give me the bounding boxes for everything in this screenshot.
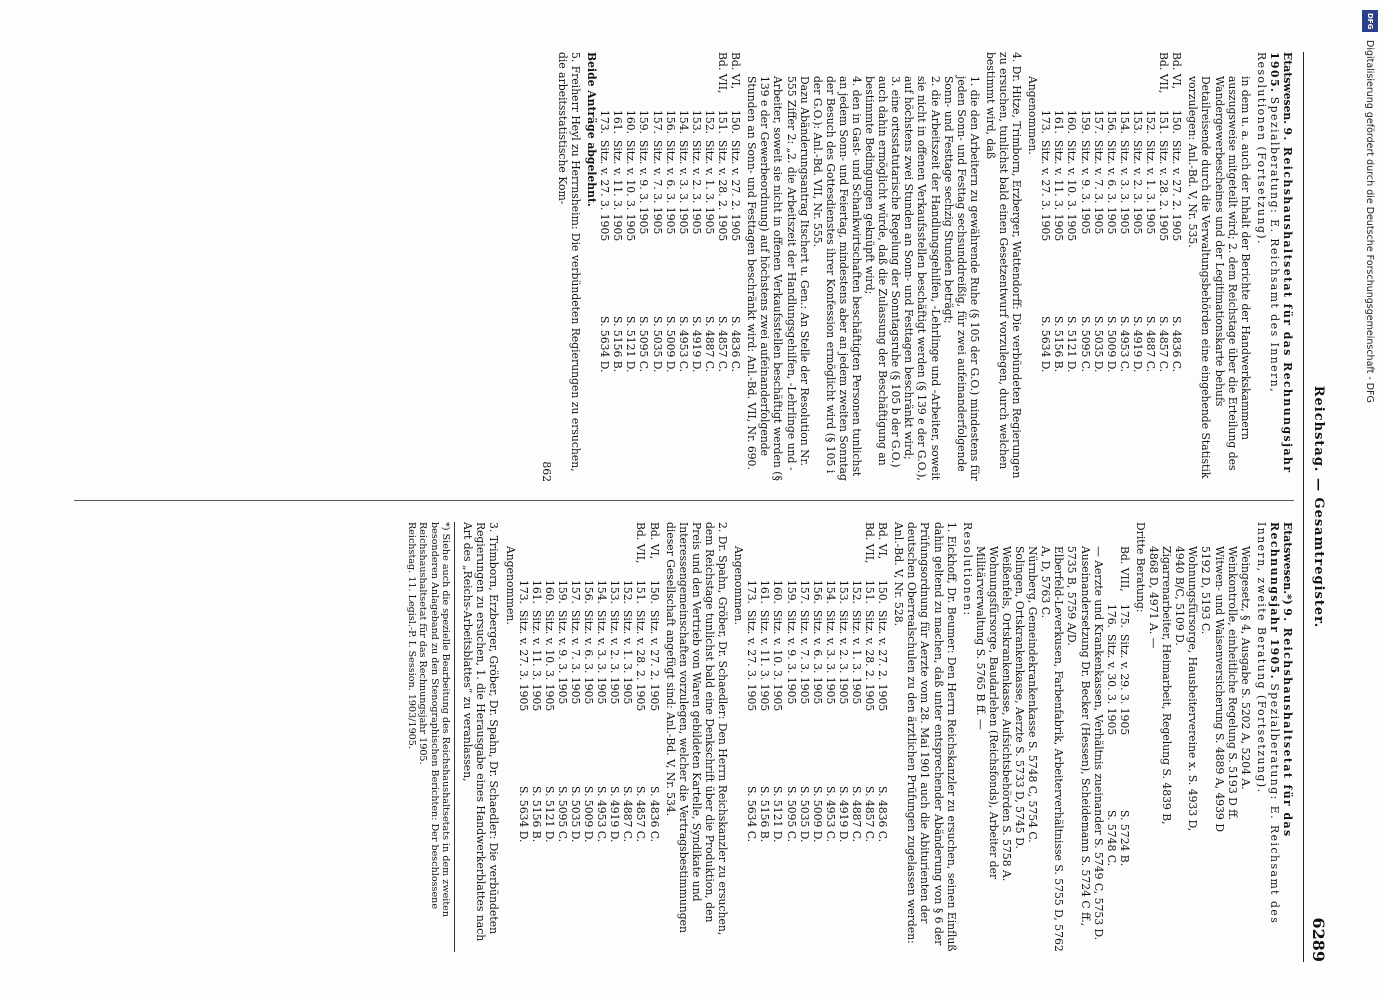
entry-line: 1. die den Arbeitern zu gewährende Ruhe (§ 105 der G.O.) mindestens für jeden Sonn- und Festtag sechsunddreißig, für zwei aufeinanderfolgende Sonn- und Festtage sechzig Stunden beträgt;	[941, 76, 981, 481]
session-number-cell: 152.	[1144, 109, 1158, 134]
session-number-cell: 152.	[702, 109, 716, 134]
volume-cell	[624, 52, 637, 98]
numbered-list	[811, 52, 981, 482]
item-title: 9. Reichshaushaltsetat für das Rechnungsjahr 1905.	[1267, 52, 1294, 474]
entry-line: Witwen- und Waisenversicherung S. 4889 A, 4939 D	[1212, 546, 1226, 833]
volume-cell: Bd. VIII,	[1117, 546, 1131, 592]
session-number-cell: 154.	[1117, 109, 1131, 134]
session-date-cell: Sitz. v. 28. 2. 1905	[1157, 140, 1171, 242]
session-number-cell: 159.	[637, 109, 651, 134]
session-row	[1039, 52, 1052, 482]
session-number-cell: 150.	[1170, 109, 1184, 134]
page-ref-cell: S. 5156 B.	[529, 786, 543, 843]
session-date-cell: Sitz. v. 9. 3. 1905	[1078, 140, 1092, 235]
page-ref-cell: S. 4919 D.	[689, 316, 703, 373]
continued-text: in dem u. a. auch der Inhalt der Berichte der Handwerkskammern auszugsweise mitgeteilt wird; 2. dem Reichstage über die Erteilung des Wandergewerbescheines und der Legitimationskarte behufs Detailreisende durch die Verwaltungsbehörden eine eingehende Statistik vorzulegen: Anl.-Bd. V, Nr. 535.	[1186, 76, 1252, 479]
volume-cell	[837, 522, 850, 568]
entry-line: Wohnungsfürsorge, Hausbeitervereine x. S. 4933 D,	[1186, 546, 1200, 832]
session-number-cell: 150.	[729, 109, 743, 134]
volume-cell	[543, 522, 556, 568]
session-date-cell: Sitz. v. 1. 3. 1905	[1144, 140, 1158, 235]
page-ref-cell: S. 4836 C.	[729, 316, 743, 373]
footnote-text: *) Siehe auch die spezielle Bearbeitung des Reichshaushaltsetats in dem zweiten besonderen Anlageband zu den Stenographischen Berichten: Der beschlossene Reichshaushaltsetat für das Rechnungsjahr 1905.	[417, 522, 452, 918]
session-date-cell: Sitz. v. 27. 3. 1905	[598, 140, 612, 242]
entry-line: 4868 D, 4971 A. —	[1147, 546, 1161, 649]
session-row	[677, 52, 690, 482]
page-ref-cell: S. 5035 D.	[797, 786, 811, 843]
session-row	[1131, 52, 1144, 482]
page-ref-cell: S. 5095 C.	[784, 786, 798, 843]
entry-line: Wohnungsfürsorge, Baudarlehen (Reichsfonds), Arbeiter der Militärverwaltung S. 5765 B ff. —	[973, 546, 1000, 880]
session-number-cell: 157.	[569, 579, 583, 604]
page-ref-cell: S. 5634 D.	[1039, 316, 1053, 373]
session-row	[863, 522, 876, 952]
session-number-cell: 160.	[542, 579, 556, 604]
session-row	[784, 522, 797, 952]
session-number-cell: 153.	[836, 579, 850, 604]
page-number: 6289	[1309, 917, 1328, 962]
session-date-cell: Sitz. v. 27. 2. 1905	[647, 610, 661, 712]
catchword: 862	[539, 461, 553, 482]
page-ref-cell: S. 5156 B.	[611, 316, 625, 373]
session-number-cell: 153.	[608, 579, 622, 604]
volume-cell	[690, 52, 703, 98]
session-number-cell: 156.	[663, 109, 677, 134]
volume-cell	[758, 522, 771, 568]
session-number-cell: 160.	[624, 109, 638, 134]
entry-line: Weingesetz, § 4, Ausgabe S. 5202 A, 5204 A.	[1238, 546, 1252, 790]
session-date-cell: Sitz. v. 7. 3. 1905	[569, 610, 583, 705]
page-ref-cell: S. 4836 C.	[647, 786, 661, 843]
page-ref-cell: S. 4836 C.	[1170, 316, 1184, 373]
rotated-print	[30, 52, 1330, 962]
session-date-cell: Sitz. v. 28. 2. 1905	[716, 140, 730, 242]
session-number-cell: 153.	[1130, 109, 1144, 134]
volume-cell	[824, 522, 837, 568]
volume-cell: Bd. VII,	[1157, 52, 1171, 94]
session-row	[543, 522, 556, 952]
dritte-label: Dritte Beratung:	[1133, 522, 1147, 613]
entry-line: — Aerzte und Krankenkassen, Verhältnis zueinander S. 5749 C, 5753 D.	[1091, 546, 1105, 941]
page-ref-cell: S. 4857 C.	[716, 316, 730, 373]
resolutions-label: Resolutionen:	[960, 522, 974, 617]
subject-list	[1147, 522, 1252, 952]
session-row	[876, 522, 889, 952]
page-ref-cell: S. 4887 C.	[1144, 316, 1158, 373]
volume-cell	[1065, 52, 1078, 98]
session-date-cell: Sitz. v. 27. 3. 1905	[1039, 140, 1053, 242]
session-row	[1052, 52, 1065, 482]
session-row	[824, 522, 837, 952]
page-ref-cell: S. 5724 B.	[1117, 810, 1131, 867]
page-ref-cell: S. 5121 D.	[542, 786, 556, 843]
session-date-cell: Sitz. v. 2. 3. 1905	[1130, 140, 1144, 235]
session-row	[1170, 52, 1183, 482]
session-date-cell: Sitz. v. 3. 3. 1905	[823, 610, 837, 705]
resolution-5: 5. Freiherr Heyl zu Herrnsheim: Die verbündeten Regierungen zu ersuchen, die arbeitsstatistische Kom-	[555, 52, 583, 472]
status-accepted: Angenommen.	[503, 546, 517, 625]
session-row	[598, 52, 611, 482]
resolution-3: 3. Trimborn, Erzberger, Gröber, Dr. Spahn, Dr. Schaedler: Die verbündeten Regierungen zu ersuchen, 1. die Herausgabe eines Handwerkerblattes nach Art des „Reichs-Arbeitsblattes“ zu veranlassen,	[461, 522, 501, 942]
page-ref-cell: S. 4953 C.	[676, 316, 690, 373]
volume-cell: Bd. VI,	[647, 522, 661, 560]
entry-line: Auseinandersetzung Dr. Becker (Hessen), Scheidemann S. 5724 C ff., 5735 B, 5759 A/D.	[1065, 546, 1092, 927]
volume-cell	[1105, 52, 1118, 98]
session-date-cell: Sitz. v. 27. 3. 1905	[745, 610, 759, 712]
resolution-1: 1. Eickhoff, Dr. Beumer: Den Herrn Reichskanzler zu ersuchen, seinen Einfluß dahin geltend zu machen, daß unter entsprechender Abänderung von § 6 der Prüfungsordnung für Aerzte vom 28. Mai 1901 auch die Abiturienten der deutschen Oberrealschulen zu den ärztlichen Prüfungen zugelassen werden: Anl.-Bd. V, Nr. 528.	[892, 522, 958, 952]
session-number-cell: 161.	[1052, 109, 1066, 134]
session-row	[837, 522, 850, 952]
page-ref-cell: S. 5035 D.	[1091, 316, 1105, 373]
volume-cell: Bd. VI,	[1170, 52, 1184, 90]
volume-cell	[621, 522, 634, 568]
page-ref-cell: S. 5156 B.	[1052, 316, 1066, 373]
volume-cell	[677, 52, 690, 98]
volume-cell: Bd. VII,	[863, 522, 877, 564]
page-ref-cell: S. 5009 D.	[810, 786, 824, 843]
page-ref-cell: S. 5009 D.	[1104, 316, 1118, 373]
item-title: 9. Reichshaushaltsetat für das Rechnungsjahr 1905.	[1267, 522, 1294, 838]
page-ref-cell: S. 4919 D.	[1130, 316, 1144, 373]
page-ref-cell: S. 5121 D.	[771, 786, 785, 843]
page-ref-cell: S. 4919 D.	[608, 786, 622, 843]
session-number-cell: 173.	[1039, 109, 1053, 134]
volume-cell	[598, 52, 611, 98]
column-divider	[74, 500, 1294, 501]
volume-cell	[1118, 52, 1131, 98]
session-row	[608, 522, 621, 952]
session-number-cell: 152.	[621, 579, 635, 604]
volume-cell	[1052, 52, 1065, 98]
session-date-cell: Sitz. v. 2. 3. 1905	[836, 610, 850, 705]
status-rejected: Beide Anträge abgelehnt.	[585, 52, 599, 207]
session-number-cell: 160.	[1065, 109, 1079, 134]
session-row	[651, 52, 664, 482]
page-ref-cell: S. 4857 C.	[634, 786, 648, 843]
session-number-cell: 151.	[634, 579, 648, 604]
session-date-cell: Sitz. v. 27. 2. 1905	[1170, 140, 1184, 242]
session-table	[745, 522, 889, 952]
session-row	[771, 522, 784, 952]
resolution-2: 2. Dr. Spahn, Gröber, Dr. Schaedler: Den Herrn Reichskanzler zu ersuchen, dem Reichstage tunlichst bald eine Denkschrift über die Produktion, den Preis und den Vertrieb von Waren gebildeten Kartelle, Syndikate und Interessengemeinschaften vorzulegen, welcher die Vertragsbestimmungen dieser Gesellschaft angefügt sind: Anl.-Bd. V, Nr. 534.	[663, 522, 730, 936]
session-row	[729, 52, 742, 482]
column-right	[64, 52, 1294, 482]
session-number-cell: 151.	[716, 109, 730, 134]
session-date-cell: Sitz. v. 27. 2. 1905	[729, 140, 743, 242]
session-row	[811, 522, 824, 952]
session-table	[1105, 522, 1131, 952]
session-date-cell: Sitz. v. 2. 3. 1905	[608, 610, 622, 705]
session-number-cell: 150.	[876, 579, 890, 604]
session-row	[716, 52, 729, 482]
session-row	[1065, 52, 1078, 482]
page-ref-cell: S. 4836 C.	[876, 786, 890, 843]
session-row	[595, 522, 608, 952]
status-accepted: Angenommen.	[1026, 76, 1040, 155]
session-date-cell: Sitz. v. 6. 3. 1905	[582, 610, 596, 705]
session-row	[1118, 52, 1131, 482]
session-row	[1144, 52, 1157, 482]
volume-cell	[745, 522, 758, 568]
page-ref-cell: S. 4919 D.	[836, 786, 850, 843]
digitization-credit: Digitalisierung gefördert durch die Deutsche Forschungsgemeinschaft - DFG	[1364, 40, 1375, 403]
session-date-cell: Sitz. v. 10. 3. 1905	[542, 610, 556, 712]
session-row	[621, 522, 634, 952]
volume-cell	[811, 522, 824, 568]
session-date-cell: Sitz. v. 29. 3. 1905	[1117, 634, 1131, 736]
volume-cell	[1105, 546, 1118, 592]
session-date-cell: Sitz. v. 28. 2. 1905	[634, 610, 648, 712]
entry-line: 2. die Arbeitszeit der Handlungsgehilfen, -Lehrlinge und -Arbeiter, soweit sie nicht in offenen Verkaufsstellen beschäftigt werden (§ 139 e der G.O.), auf höchstens zwei Stunden an Sonn- und Festtagen beschränkt wird;	[902, 76, 942, 481]
volume-cell	[1092, 52, 1105, 98]
entry-line: Weißenfels, Ortskrankenkasse, Aufsichtsbehörden S. 5758 A.	[1000, 546, 1014, 882]
session-date-cell: Sitz. v. 28. 2. 1905	[863, 610, 877, 712]
volume-cell	[771, 522, 784, 568]
session-date-cell: Sitz. v. 3. 3. 1905	[676, 140, 690, 235]
session-row	[1079, 52, 1092, 482]
session-row	[637, 52, 650, 482]
entry-line: Zigarrenarbeiter, Heimarbeit, Regelung S. 4839 B,	[1160, 546, 1174, 825]
page-ref-cell: S. 5035 D.	[569, 786, 583, 843]
page-ref-cell: S. 5634 D.	[598, 316, 612, 373]
session-table	[1039, 52, 1183, 482]
session-date-cell: Sitz. v. 2. 3. 1905	[689, 140, 703, 235]
volume-cell	[1079, 52, 1092, 98]
session-date-cell: Sitz. v. 7. 3. 1905	[1091, 140, 1105, 235]
volume-cell	[556, 522, 569, 568]
session-row	[1118, 546, 1131, 952]
session-number-cell: 156.	[810, 579, 824, 604]
session-date-cell: Sitz. v. 3. 3. 1905	[1117, 140, 1131, 235]
page-ref-cell: S. 4887 C.	[621, 786, 635, 843]
session-number-cell: 159.	[784, 579, 798, 604]
volume-cell	[784, 522, 797, 568]
session-date-cell: Sitz. v. 11. 3. 1905	[529, 610, 543, 712]
session-row	[1092, 52, 1105, 482]
session-number-cell: 157.	[650, 109, 664, 134]
page-ref-cell: S. 5095 C.	[637, 316, 651, 373]
entry-line: Weinkontrolle, einheitliche Regelung S. 5193 D ff.	[1225, 546, 1239, 820]
session-date-cell: Sitz. v. 7. 3. 1905	[797, 610, 811, 705]
session-table	[598, 52, 742, 482]
page-ref-cell: S. 4953 C.	[595, 786, 609, 843]
volume-cell	[850, 522, 863, 568]
page-ref-cell: S. 5121 D.	[1065, 316, 1079, 373]
volume-cell	[530, 522, 543, 568]
page-ref-cell: S. 4857 C.	[863, 786, 877, 843]
volume-cell	[798, 522, 811, 568]
page-ref-cell: S. 4887 C.	[850, 786, 863, 843]
volume-cell	[1039, 52, 1052, 98]
running-title: Reichstag. — Gesamtregister.	[1311, 385, 1326, 629]
session-row	[648, 522, 661, 952]
session-number-cell: 150.	[647, 579, 661, 604]
volume-cell	[608, 522, 621, 568]
session-date-cell: Sitz. v. 11. 3. 1905	[1052, 140, 1066, 242]
dfg-logo-icon: DFG	[1362, 10, 1378, 32]
session-row	[1105, 52, 1118, 482]
entry-line: Elberfeld-Leverkusen, Farbenfabrik, Arbeiterverhältnisse S. 5755 D, 5762 A, D, 5763 C.	[1039, 546, 1066, 952]
session-row	[1157, 52, 1170, 482]
page-ref-cell: S. 5121 D.	[624, 316, 638, 373]
session-number-cell: 157.	[1091, 109, 1105, 134]
session-date-cell: Sitz. v. 27. 3. 1905	[516, 610, 530, 712]
session-date-cell: Sitz. v. 9. 3. 1905	[637, 140, 651, 235]
session-date-cell: Sitz. v. 10. 3. 1905	[771, 610, 785, 712]
entry-line: 5192 D, 5193 C.	[1199, 546, 1213, 635]
volume-cell: Bd. VI,	[876, 522, 890, 560]
session-number-cell: 161.	[758, 579, 772, 604]
session-row	[611, 52, 624, 482]
page-ref-cell: S. 5748 C.	[1104, 810, 1118, 867]
page-ref-cell: S. 5156 B.	[758, 786, 772, 843]
session-number-cell: 154.	[595, 579, 609, 604]
header-rule	[1303, 52, 1304, 962]
session-number-cell: 176.	[1104, 603, 1118, 628]
page-ref-cell: S. 4953 C.	[823, 786, 837, 843]
page-ref-cell: S. 5095 C.	[555, 786, 569, 843]
entry-line: 4. den in Gast- und Schankwirtschaften beschäftigten Personen tunlichst an jedem Sonn- und Feiertag, mindestens aber an jedem zweiten Sonntag der Besuch des Gottesdienstes ihrer Konfession ermöglicht wird (§ 105 i der G.O.): Anl.-Bd. VII, Nr. 555.	[810, 76, 863, 481]
footnote	[405, 522, 455, 952]
session-date-cell: Sitz. v. 6. 3. 1905	[1104, 140, 1118, 235]
page-ref-cell: S. 5634 D.	[516, 786, 530, 843]
session-row	[556, 522, 569, 952]
session-number-cell: 151.	[863, 579, 877, 604]
session-number-cell: 157.	[797, 579, 811, 604]
session-date-cell: Sitz. v. 6. 3. 1905	[810, 610, 824, 705]
session-row	[569, 522, 582, 952]
session-number-cell: 175.	[1117, 603, 1131, 628]
item-subtitle: Spezialberatung: E. Reichsamt des Innern, zweite Beratung (Fortsetzung).	[1254, 522, 1281, 925]
session-table	[517, 522, 661, 952]
volume-cell	[595, 522, 608, 568]
session-number-cell: 159.	[1078, 109, 1092, 134]
entry-line: 3. eine ortsstatutarische Regelung der Sonntagsruhe (§ 105 b der G.O.) auch dahin ermöglicht würde, daß die Zulassung der Beschäftigung an bestimmte Bedingungen geknüpft wird;	[863, 76, 903, 468]
session-date-cell: Sitz. v. 7. 3. 1905	[650, 140, 664, 235]
session-row	[582, 522, 595, 952]
entry-line: Nürnberg, Gemeindekrankenkasse S. 5748 C, 5754 C.	[1026, 546, 1040, 843]
volume-cell	[651, 52, 664, 98]
session-number-cell: 173.	[516, 579, 530, 604]
page-ref-cell: S. 4953 C.	[1117, 316, 1131, 373]
session-row	[690, 52, 703, 482]
volume-cell: Bd. VII,	[634, 522, 648, 564]
volume-cell: Bd. VI,	[729, 52, 743, 90]
session-date-cell: Sitz. v. 11. 3. 1905	[758, 610, 772, 712]
session-number-cell: 159.	[555, 579, 569, 604]
page-ref-cell: S. 5009 D.	[663, 316, 677, 373]
volume-cell	[569, 522, 582, 568]
session-row	[1105, 546, 1118, 952]
session-row	[758, 522, 771, 952]
session-number-cell: 173.	[745, 579, 759, 604]
session-number-cell: 173.	[598, 109, 612, 134]
page-ref-cell: S. 5035 D.	[650, 316, 664, 373]
volume-cell	[1144, 52, 1157, 98]
session-number-cell: 154.	[676, 109, 690, 134]
session-date-cell: Sitz. v. 27. 2. 1905	[876, 610, 890, 712]
session-date-cell: Sitz. v. 10. 3. 1905	[1065, 140, 1079, 242]
section-heading: Etatswesen.	[1281, 52, 1294, 124]
volume-cell	[703, 52, 716, 98]
item-subtitle: Spezialberatung: E. Reichsamt des Innern, Resolutionen (Fortsetzung).	[1254, 52, 1281, 394]
session-date-cell: Sitz. v. 9. 3. 1905	[784, 610, 798, 705]
session-date-cell: Sitz. v. 11. 3. 1905	[611, 140, 625, 242]
session-number-cell: 151.	[1157, 109, 1171, 134]
page-ref-cell: S. 5095 C.	[1078, 316, 1092, 373]
session-date-cell: Sitz. v. 9. 3. 1905	[555, 610, 569, 705]
volume-cell	[517, 522, 530, 568]
entry-line: 4940 B/C, 5109 D.	[1173, 546, 1187, 646]
session-row	[634, 522, 647, 952]
session-row	[624, 52, 637, 482]
column-left	[64, 522, 1294, 952]
page-header	[1304, 52, 1330, 962]
session-number-cell: 152.	[850, 579, 863, 604]
session-date-cell: Sitz. v. 1. 3. 1905	[621, 610, 635, 705]
session-number-cell: 161.	[611, 109, 625, 134]
entry-line: Solingen, Ortskrankenkasse, Aerzte S. 5733 D, 5745 D.	[1013, 546, 1027, 849]
session-number-cell: 160.	[771, 579, 785, 604]
session-row	[664, 52, 677, 482]
session-number-cell: 161.	[529, 579, 543, 604]
session-row	[798, 522, 811, 952]
session-number-cell: 156.	[582, 579, 596, 604]
session-row	[850, 522, 863, 952]
session-row	[517, 522, 530, 952]
session-date-cell: Sitz. v. 3. 3. 1905	[595, 610, 609, 705]
subject-list	[974, 522, 1105, 952]
page-ref-cell: S. 4887 C.	[702, 316, 716, 373]
volume-cell	[611, 52, 624, 98]
footnote-session: Reichstag. 11. Legisl.-P. I. Session. 1903/1905.	[405, 522, 417, 749]
session-number-cell: 153.	[689, 109, 703, 134]
amendment: Dazu Abänderungsantrag Itschert u. Gen.: An Stelle der Resolution Nr. 555 Ziffer 2: „2. die Arbeitszeit der Handlungsgehilfen, -Lehrlinge und -Arbeiter, soweit sie nicht in offenen Verkaufsstellen beschäftigt werden (§ 139 e der Gewerbeordnung) auf höchstens zwei aufeinanderfolgende Stunden an Sonn- und Festtagen beschränkt wird: Anl.-Bd. VII, Nr. 690.	[745, 76, 811, 481]
session-date-cell: Sitz. v. 6. 3. 1905	[663, 140, 677, 235]
session-row	[703, 52, 716, 482]
page-ref-cell: S. 4857 C.	[1157, 316, 1171, 373]
volume-cell: Bd. VII,	[716, 52, 730, 94]
session-date-cell: Sitz. v. 1. 3. 1905	[850, 610, 863, 705]
session-row	[530, 522, 543, 952]
section-heading: Etatswesen.*)	[1281, 522, 1294, 605]
volume-cell	[637, 52, 650, 98]
session-date-cell: Sitz. v. 1. 3. 1905	[702, 140, 716, 235]
session-number-cell: 156.	[1104, 109, 1118, 134]
volume-cell	[1131, 52, 1144, 98]
status-accepted: Angenommen.	[732, 546, 746, 625]
volume-cell	[582, 522, 595, 568]
session-date-cell: Sitz. v. 30. 3. 1905	[1104, 634, 1118, 736]
volume-cell	[664, 52, 677, 98]
session-row	[745, 522, 758, 952]
resolution-4: 4. Dr. Hitze, Trimborn, Erzberger, Wattendorff: Die verbündeten Regierungen zu ersuchen, tunlichst bald einen Gesetzentwurf vorzulegen, durch welchen bestimmt wird, daß	[983, 52, 1024, 479]
page-ref-cell: S. 5009 D.	[582, 786, 596, 843]
session-date-cell: Sitz. v. 10. 3. 1905	[624, 140, 638, 242]
session-number-cell: 154.	[823, 579, 837, 604]
page-ref-cell: S. 5634 C.	[745, 786, 759, 843]
